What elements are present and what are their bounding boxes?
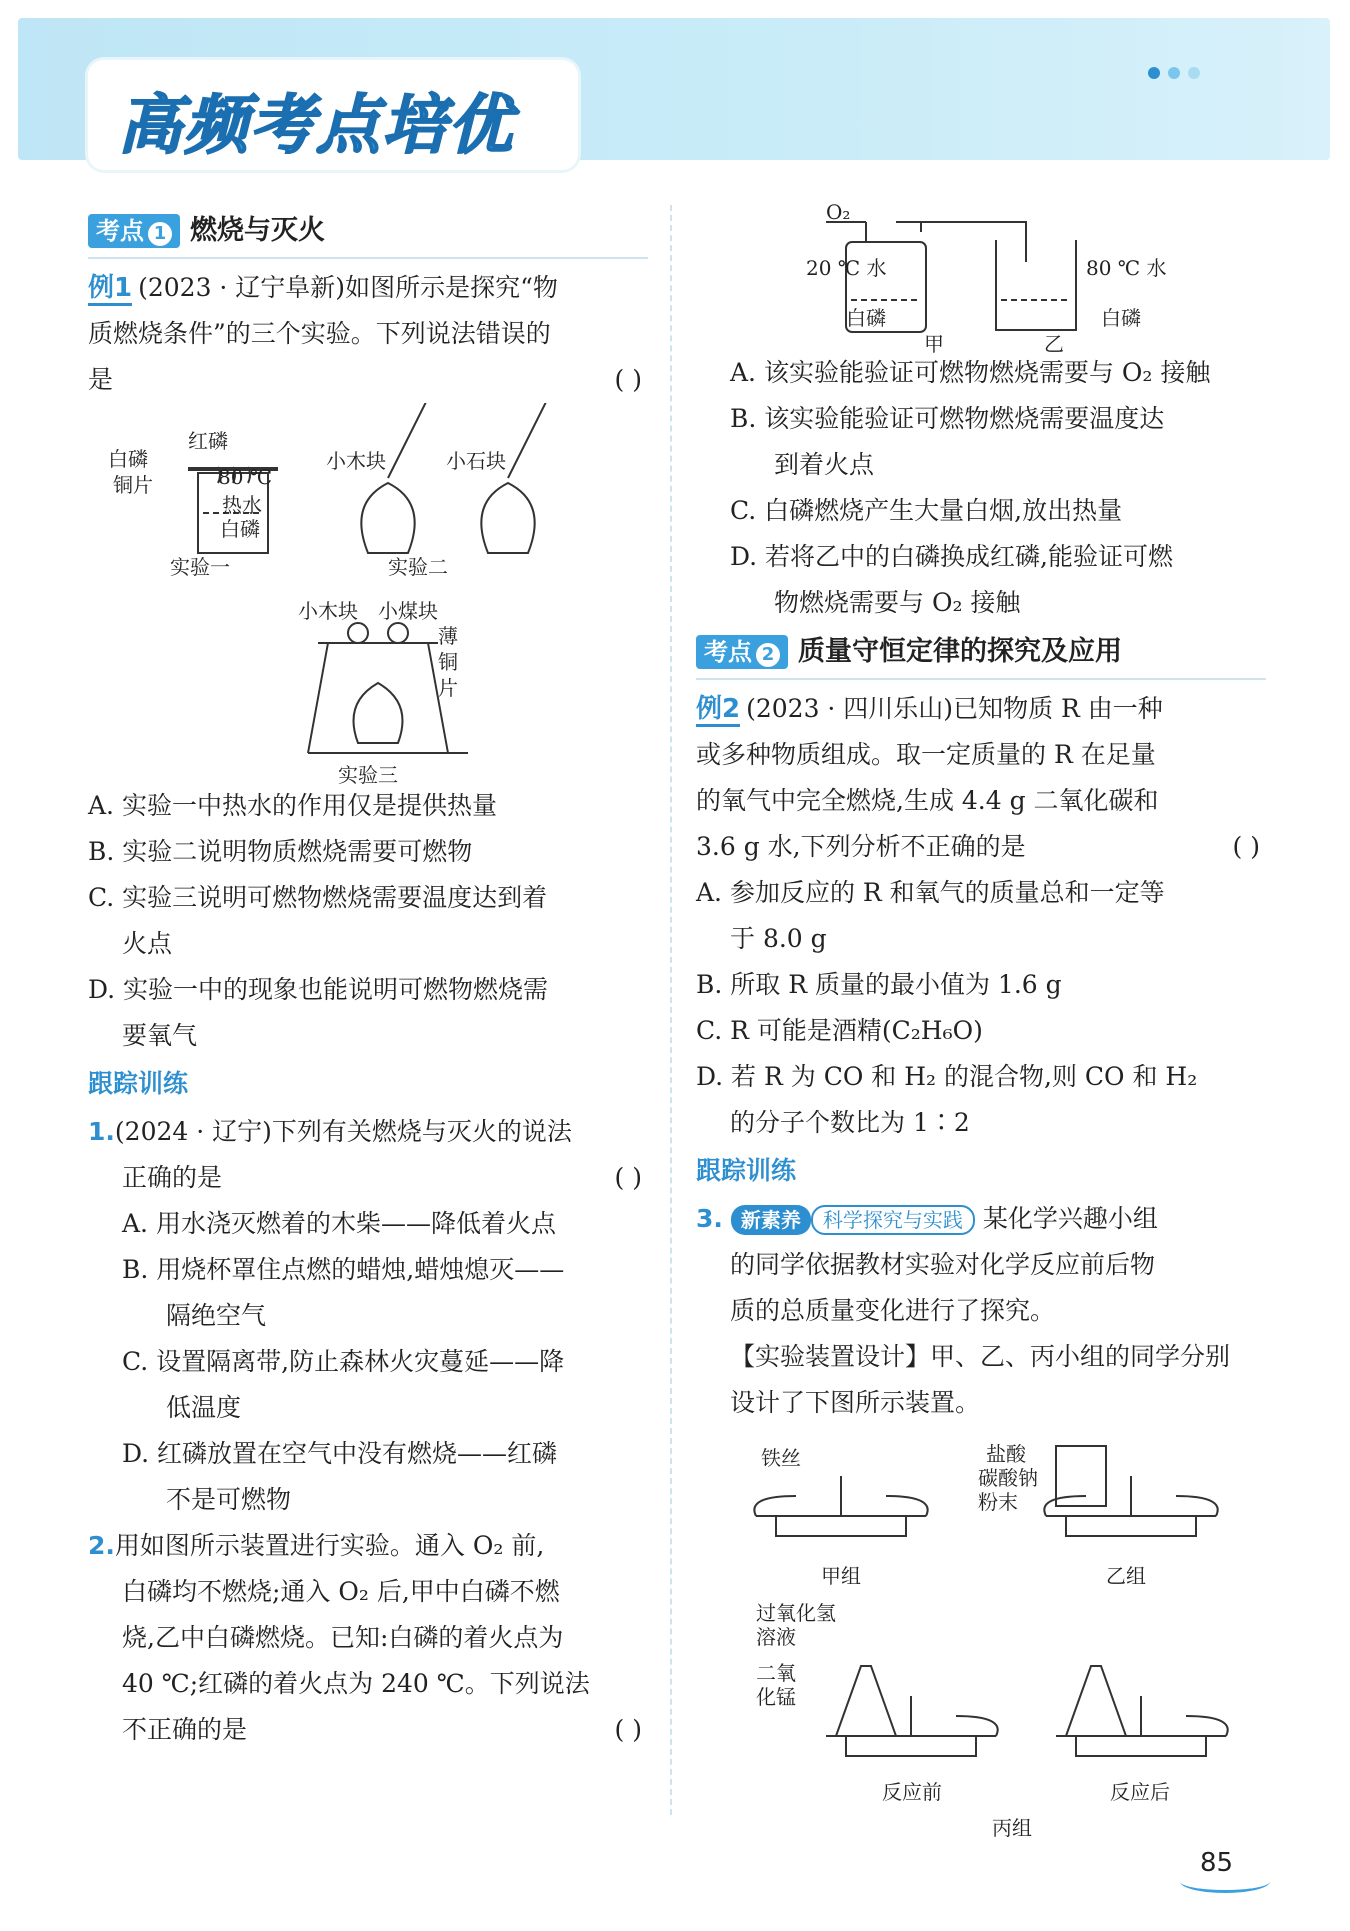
question-2-line: 40 ℃;红磷的着火点为 240 ℃。下列说法 <box>122 1669 590 1698</box>
option: A. 参加反应的 R 和氧气的质量总和一定等 <box>696 878 1165 907</box>
fig-label: 丙组 <box>992 1816 1032 1840</box>
question-1-line: 1.(2024 · 辽宁)下列有关燃烧与灭火的说法 <box>88 1117 572 1146</box>
fig-label: 白磷 <box>108 447 148 471</box>
page-number: 85 <box>1200 1848 1234 1878</box>
fig-label: 小煤块 <box>378 599 438 623</box>
section-2-heading <box>696 626 1266 680</box>
left-column <box>88 205 648 1753</box>
new-literacy-tag: 新素养 <box>731 1205 811 1235</box>
fig-label: 小木块 <box>298 599 358 623</box>
option: C. 实验三说明可燃物燃烧需要温度达到着 <box>88 883 548 912</box>
answer-bracket: ( ) <box>1232 832 1260 861</box>
question-number: 2. <box>88 1531 115 1560</box>
section-tag: 考点 1 <box>88 214 180 248</box>
page-number-decoration <box>1180 1870 1270 1893</box>
question-2-line: 2.用如图所示装置进行实验。通入 O₂ 前, <box>88 1531 545 1560</box>
tracking-heading: 跟踪训练 <box>696 1156 797 1185</box>
fig-label: 二氧化锰 <box>756 1661 796 1709</box>
option: D. 若将乙中的白磷换成红磷,能验证可燃 <box>730 542 1173 571</box>
option: C. 设置隔离带,防止森林火灾蔓延——降 <box>122 1347 565 1376</box>
option: B. 用烧杯罩住点燃的蜡烛,蜡烛熄灭—— <box>122 1255 565 1284</box>
option-cont: 要氧气 <box>122 1021 198 1050</box>
fig-label: 白磷 <box>1101 306 1141 330</box>
tracking-heading: 跟踪训练 <box>88 1069 189 1098</box>
answer-bracket: ( ) <box>614 1163 642 1192</box>
section-title: 质量守恒定律的探究及应用 <box>798 636 1122 667</box>
science-practice-tag: 科学探究与实践 <box>811 1205 975 1235</box>
option: D. 红磷放置在空气中没有燃烧——红磷 <box>122 1439 558 1468</box>
fig-label: 反应前 <box>882 1780 942 1804</box>
fig-label: 小木块 <box>326 449 386 473</box>
example-2-line: 3.6 g 水,下列分析不正确的是 ( ) <box>696 824 1266 870</box>
question-2-figure <box>696 200 1266 356</box>
question-number: 1. <box>88 1117 115 1146</box>
option-cont: 火点 <box>122 929 173 958</box>
option-cont: 隔绝空气 <box>166 1301 267 1330</box>
example-2-line: 例2 (2023 · 四川乐山)已知物质 R 由一种 <box>696 686 1266 732</box>
gas-bottle-diagram <box>696 200 1266 350</box>
column-divider <box>670 205 672 1815</box>
option-cont: 不是可燃物 <box>166 1485 292 1514</box>
option: D. 若 R 为 CO 和 H₂ 的混合物,则 CO 和 H₂ <box>696 1062 1198 1091</box>
section-tag: 考点 2 <box>696 635 788 669</box>
question-3-line: 3. 新素养 科学探究与实践 某化学兴趣小组 <box>696 1204 1158 1233</box>
option: B. 所取 R 质量的最小值为 1.6 g <box>696 970 1062 999</box>
fig-label: 实验一 <box>170 555 230 579</box>
question-3-line: 的同学依据教材实验对化学反应前后物 <box>730 1250 1156 1279</box>
question-2-line: 白磷均不燃烧;通入 O₂ 后,甲中白磷不燃 <box>122 1577 560 1606</box>
answer-bracket: ( ) <box>614 365 642 394</box>
question-3-figure <box>696 1436 1266 1856</box>
option: C. 白磷燃烧产生大量白烟,放出热量 <box>730 496 1123 525</box>
answer-bracket: ( ) <box>614 1715 642 1744</box>
section-1-heading <box>88 205 648 259</box>
option: D. 实验一中的现象也能说明可燃物燃烧需 <box>88 975 549 1004</box>
example-label: 例1 <box>88 273 132 306</box>
fig-label: 铁丝 <box>761 1446 801 1470</box>
fig-label: 80 ℃ 水 <box>1086 256 1167 280</box>
option: A. 实验一中热水的作用仅是提供热量 <box>88 791 497 820</box>
option: B. 该实验能验证可燃物燃烧需要温度达 <box>730 404 1165 433</box>
example-1-line: 是 ( ) <box>88 357 648 403</box>
option-cont: 于 8.0 g <box>730 924 827 953</box>
option-cont: 物燃烧需要与 O₂ 接触 <box>774 588 1021 617</box>
fig-label: 实验三 <box>338 763 398 787</box>
banner-title: 高频考点培优 <box>118 89 514 163</box>
question-2-line: 不正确的是 ( ) <box>88 1707 648 1753</box>
fig-label: 实验二 <box>388 555 448 579</box>
example-label: 例2 <box>696 694 740 727</box>
option: A. 用水浇灭燃着的木柴——降低着火点 <box>122 1209 556 1238</box>
fig-label: 红磷 <box>188 429 228 453</box>
fig-label: 20 ℃ 水 <box>806 256 887 280</box>
header-banner <box>18 18 1330 163</box>
question-2-line: 烧,乙中白磷燃烧。已知:白磷的着火点为 <box>122 1623 564 1652</box>
fig-label: 薄铜片 <box>438 624 458 700</box>
question-3-line: 【实验装置设计】甲、乙、丙小组的同学分别 <box>730 1342 1231 1371</box>
example-1-figure <box>88 403 648 787</box>
example-2-line: 或多种物质组成。取一定质量的 R 在足量 <box>696 740 1156 769</box>
fig-label: 甲组 <box>821 1564 861 1588</box>
option: A. 该实验能验证可燃物燃烧需要与 O₂ 接触 <box>730 358 1211 387</box>
section-title: 燃烧与灭火 <box>190 215 325 246</box>
example-1-line: 例1 (2023 · 辽宁阜新)如图所示是探究“物 <box>88 265 648 311</box>
fig-label: O₂ <box>826 200 851 224</box>
option-cont: 的分子个数比为 1∶2 <box>730 1108 970 1137</box>
right-column <box>696 200 1266 1856</box>
option: C. R 可能是酒精(C₂H₆O) <box>696 1016 983 1045</box>
decorative-dots <box>1140 64 1200 83</box>
option-cont: 到着火点 <box>774 450 875 479</box>
option-cont: 低温度 <box>166 1393 242 1422</box>
fig-label: 乙 <box>1044 332 1064 356</box>
fig-label: 乙组 <box>1106 1564 1146 1588</box>
fig-label: 过氧化氢溶液 <box>756 1601 836 1649</box>
fig-label: 铜片 <box>113 473 153 497</box>
fig-label: 白磷 <box>220 517 260 541</box>
fig-label: 80 ℃ <box>218 465 273 489</box>
banner-title-box <box>88 60 578 170</box>
example-2-line: 的氧气中完全燃烧,生成 4.4 g 二氧化碳和 <box>696 786 1159 815</box>
fig-label: 盐酸 <box>986 1442 1026 1466</box>
fig-label: 反应后 <box>1110 1780 1170 1804</box>
option: B. 实验二说明物质燃烧需要可燃物 <box>88 837 473 866</box>
fig-label: 碳酸钠粉末 <box>978 1466 1038 1514</box>
fig-label: 小石块 <box>446 449 506 473</box>
fig-label: 热水 <box>222 493 262 517</box>
fig-label: 白磷 <box>846 306 886 330</box>
question-number: 3. <box>696 1204 723 1233</box>
fig-label: 甲 <box>924 332 944 356</box>
question-1-line: 正确的是 ( ) <box>88 1155 648 1201</box>
question-3-line: 设计了下图所示装置。 <box>730 1388 981 1417</box>
question-3-line: 质的总质量变化进行了探究。 <box>730 1296 1056 1325</box>
example-1-line: 质燃烧条件”的三个实验。下列说法错误的 <box>88 319 551 348</box>
